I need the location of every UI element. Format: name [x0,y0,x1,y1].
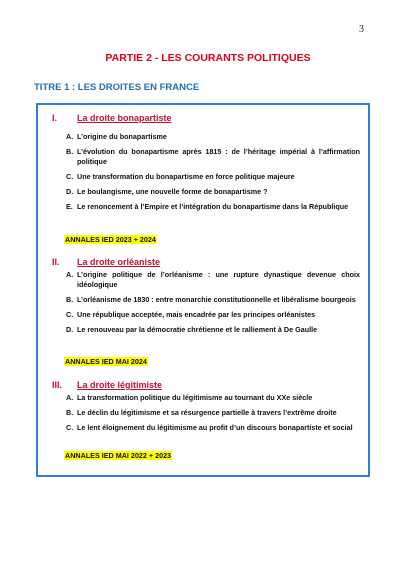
block-heading-row [38,380,368,394]
item-text: Le renouveau par la démocratie chrétienne et le ralliement à De Gaulle [77,325,318,334]
roman-numeral: I. [52,113,58,123]
item-text: L’origine du bonapartisme [77,132,167,141]
section-block-orleaniste [38,257,368,335]
item-letter: B. [66,147,74,156]
item-letter: E. [66,202,73,211]
item-letter: C. [66,310,74,319]
list-item [38,325,368,335]
section-block-bonapartiste [38,113,368,212]
list-item [38,423,368,433]
item-letter: D. [66,325,74,334]
block-heading: La droite légitimiste [77,380,163,390]
list-item [38,132,368,142]
item-text: Une république acceptée, mais encadrée par les principes orléanistes [77,310,316,319]
item-text: Le renoncement à l’Empire et l’intégration du bonapartisme dans la République [77,202,349,211]
item-text: L’orléanisme de 1830 : entre monarchie constitutionnelle et libéralisme bourgeois [77,295,356,304]
annales-badge: ANNALES IED 2023 + 2024 [65,235,156,244]
annales-badge: ANNALES IED MAI 2022 + 2023 [65,451,172,460]
list-item [38,187,368,197]
item-letter: B. [66,295,74,304]
item-text: Le déclin du légitimisme et sa résurgence partielle à travers l’extrême droite [77,408,337,417]
page-number: 3 [359,24,364,35]
roman-numeral: II. [52,257,60,267]
item-letter: C. [66,172,74,181]
item-letter: C. [66,423,74,432]
section-block-legitimiste [38,380,368,433]
list-item [38,202,368,212]
list-item [38,393,368,403]
item-text: La transformation politique du légitimisme au tournant du XXe siècle [77,393,313,402]
list-item [38,270,368,290]
list-item [38,172,368,182]
item-letter: A. [66,270,74,279]
section-title: TITRE 1 : LES DROITES EN FRANCE [34,82,200,93]
list-item [38,147,368,167]
roman-numeral: III. [52,380,63,390]
list-item [38,295,368,305]
item-letter: D. [66,187,74,196]
block-heading: La droite orléaniste [77,257,161,267]
item-letter: A. [66,132,74,141]
item-text: Le lent éloignement du légitimisme au profit d’un discours bonapartiste et social [77,423,353,432]
annales-badge: ANNALES IED MAI 2024 [65,357,147,366]
item-letter: B. [66,408,74,417]
list-item [38,408,368,418]
item-text: Le boulangisme, une nouvelle forme de bonapartisme ? [77,187,268,196]
item-text: Une transformation du bonapartisme en force politique majeure [77,172,295,181]
outline-frame [36,103,370,477]
block-heading-row [38,257,368,271]
item-letter: A. [66,393,74,402]
block-heading: La droite bonapartiste [77,113,172,123]
block-heading-row [38,113,368,127]
list-item [38,310,368,320]
item-text: L’origine politique de l’orléanisme : une rupture dynastique devenue choix idéologique [77,270,360,289]
item-text: L’évolution du bonapartisme après 1815 : de l’héritage impérial à l’affirmation politique [77,147,360,166]
part-title: PARTIE 2 - LES COURANTS POLITIQUES [105,52,311,64]
